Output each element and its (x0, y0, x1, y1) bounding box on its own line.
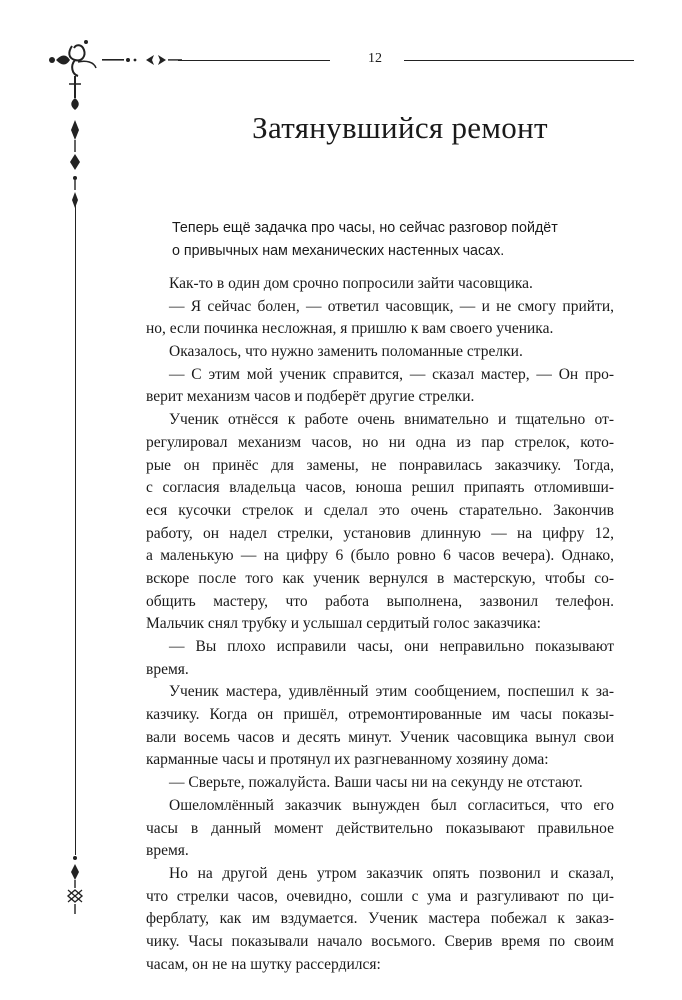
text-line: часам, он не на шутку рассердился: (146, 955, 381, 973)
text-line: карманные часы и протянул их разгневанному хозяину дома: (146, 751, 549, 769)
text-line: Мальчик снял трубку и услышал сердитый голос заказчика: (146, 615, 541, 633)
left-column-ornament-top (60, 120, 90, 210)
text-line: рые он принёс для замены, не понравилась заказчику. Тогда, (146, 456, 614, 474)
text-line: Ученик отнёсся к работе очень внимательно и тщательно от- (169, 411, 614, 429)
text-line: что стрелки часов, очевидно, сошли с ума и разгуливают по ци- (146, 887, 614, 905)
text-line: Ученик мастера, удивлённый этим сообщением, поспешил к за- (169, 683, 614, 701)
text-line: работу, он надел стрелки, установив длинную — на цифру 12, (146, 524, 614, 542)
page-number: 12 (368, 51, 382, 66)
text-line: но, если починка несложная, я пришлю к вам своего ученика. (146, 320, 554, 338)
chapter-title: Затянувшийся ремонт (252, 110, 548, 145)
lead-line: о привычных нам механических настенных часах. (172, 243, 505, 259)
text-line: — С этим мой ученик справится, — сказал мастер, — Он про- (169, 365, 614, 383)
text-line: — Сверьте, пожалуйста. Ваши часы ни на секунду не отстают. (169, 774, 583, 792)
text-line: с согласия владельца часов, юноша решил припаять отломивши- (146, 479, 614, 497)
header-rule-right (404, 60, 634, 61)
text-line: казчику. Когда он пришёл, отремонтированные им часы показы- (146, 706, 614, 724)
left-column-ornament-bottom (62, 852, 88, 916)
lead-line: Теперь ещё задачка про часы, но сейчас разговор пойдёт (172, 220, 558, 236)
text-line: чику. Часы показывали начало восьмого. Сверив время по своим (146, 932, 614, 950)
text-line: Но на другой день утром заказчик опять позвонил и сказал, (169, 864, 614, 882)
text-line: время. (146, 842, 189, 860)
text-line: верит механизм часов и подберёт другие стрелки. (146, 388, 475, 406)
text-line: — Вы плохо исправили часы, они неправильно показывают (169, 638, 614, 655)
body-text (146, 273, 614, 976)
text-line: часы в данный момент действительно показывают правильное (146, 819, 614, 837)
text-line: Как-то в один дом срочно попросили зайти часовщика. (169, 275, 533, 292)
lead-paragraph (172, 217, 612, 263)
text-line: — Я сейчас болен, — ответил часовщик, — и не смогу прийти, (169, 297, 614, 315)
text-line: ферблату, как им вздумается. Ученик мастера побежал к заказ- (146, 910, 614, 928)
text-line: Ошеломлённый заказчик вынужден был согласиться, что его (169, 796, 614, 814)
text-line: еся кусочки стрелок и сделал это очень старательно. Закончив (146, 501, 614, 519)
left-vertical-rule (75, 205, 76, 855)
text-line: общить мастеру, что работа выполнена, зазвонил телефон. (146, 592, 614, 610)
text-line: Оказалось, что нужно заменить поломанные стрелки. (169, 343, 523, 361)
corner-flourish-ornament (42, 36, 102, 116)
header-dot-dash-ornament (102, 53, 182, 69)
text-line: а маленькую — на цифру 6 (было ровно 6 часов вечера). Однако, (146, 547, 614, 565)
text-line: вскоре после того как ученик вернулся в мастерскую, чтобы со- (146, 569, 614, 587)
text-line: регулировал механизм часов, но ни одна из пар стрелок, кото- (146, 433, 614, 451)
text-line: вали восемь часов и десять минут. Ученик часовщика вынул свои (146, 728, 614, 746)
text-line: время. (146, 660, 189, 678)
